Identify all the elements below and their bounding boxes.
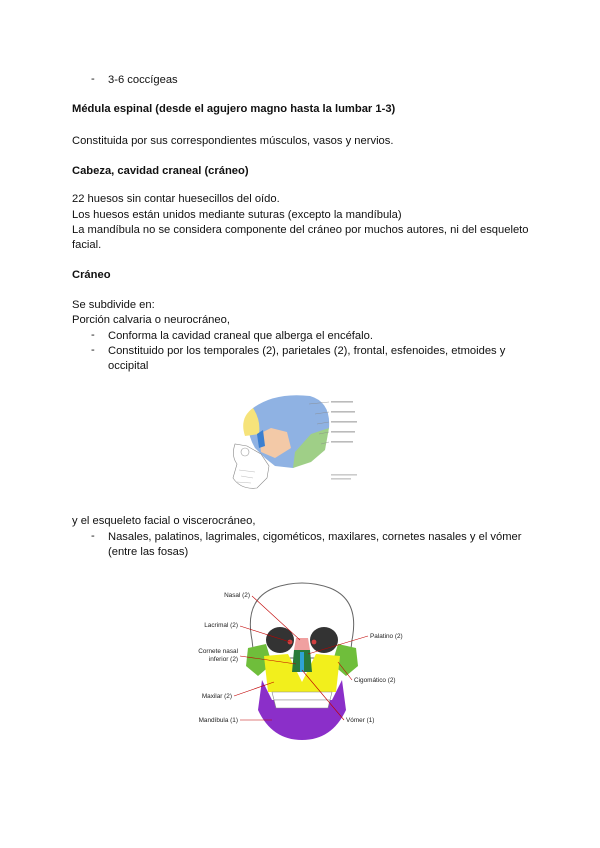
label-nasal: Nasal (2) bbox=[224, 592, 250, 599]
label-cornete-2: inferior (2) bbox=[208, 656, 238, 663]
bullet-dash: - bbox=[91, 73, 95, 85]
paragraph-medula: Constituida por sus correspondientes músculos, vasos y nervios. bbox=[72, 135, 394, 147]
paragraph-cabeza-1: 22 huesos sin contar huesecillos del oído. bbox=[72, 193, 280, 205]
label-cigomatico: Cigomático (2) bbox=[354, 677, 396, 684]
bullet-facial-1: Nasales, palatinos, lagrimales, cigométicos, maxilares, cornetes nasales y el vómer bbox=[108, 531, 522, 543]
paragraph-cabeza-3: La mandíbula no se considera componente del cráneo por muchos autores, ni del esqueleto bbox=[72, 224, 529, 236]
paragraph-cabeza-4: facial. bbox=[72, 239, 102, 251]
heading-cabeza: Cabeza, cavidad craneal (cráneo) bbox=[72, 165, 249, 177]
heading-medula: Médula espinal (desde el agujero magno hasta la lumbar 1-3) bbox=[72, 103, 396, 115]
paragraph-cabeza-2: Los huesos están unidos mediante suturas (excepto la mandíbula) bbox=[72, 209, 402, 221]
bullet-calvaria-2: Constituido por los temporales (2), parietales (2), frontal, esfenoides, etmoides y bbox=[108, 345, 506, 357]
heading-craneo: Cráneo bbox=[72, 269, 111, 281]
bullet-dash: - bbox=[91, 329, 95, 341]
label-cornete-1: Cornete nasal bbox=[198, 648, 238, 655]
paragraph-subdivide: Se subdivide en: bbox=[72, 299, 155, 311]
lacrimal-right bbox=[312, 640, 317, 645]
label-vomer: Vómer (1) bbox=[346, 717, 375, 724]
nasal-bone bbox=[294, 638, 310, 650]
frontal-skull-image bbox=[192, 580, 412, 745]
bullet-calvaria-3: occipital bbox=[108, 360, 149, 372]
bullet-coccigeas: 3-6 coccígeas bbox=[108, 74, 178, 86]
vomer bbox=[300, 652, 304, 672]
paragraph-facial: y el esqueleto facial o viscerocráneo, bbox=[72, 515, 256, 527]
label-maxilar: Maxilar (2) bbox=[201, 693, 232, 700]
paragraph-calvaria: Porción calvaria o neurocráneo, bbox=[72, 314, 230, 326]
label-lacrimal: Lacrimal (2) bbox=[204, 622, 238, 629]
lateral-skull-image bbox=[225, 390, 375, 495]
bullet-dash: - bbox=[91, 530, 95, 542]
bullet-dash: - bbox=[91, 344, 95, 356]
label-palatino: Palatino (2) bbox=[370, 633, 403, 640]
label-mandibula: Mandíbula (1) bbox=[198, 717, 238, 724]
bullet-calvaria-1: Conforma la cavidad craneal que alberga el encéfalo. bbox=[108, 330, 373, 342]
bullet-facial-2: (entre las fosas) bbox=[108, 546, 189, 558]
